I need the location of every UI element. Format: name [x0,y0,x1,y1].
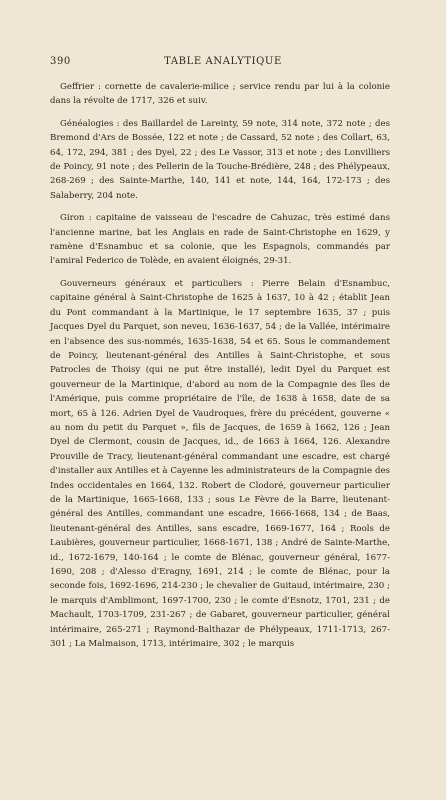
entry-term: Généalogies [60,118,114,129]
index-entry-gouverneurs [50,277,390,652]
running-title: TABLE ANALYTIQUE [164,56,282,67]
entry-text: : capitaine de vaisseau de l'escadre de Cahuzac, très estimé dans l'ancienne marine, bat les Anglais en rade de Saint-Christophe en 1629, y ramène d'Esnambuc et sa colonie, que les Espagnols, commandés par l'amiral Federico de Tolède, en avaient éloignés, 29-31. [50,213,390,267]
entry-term: Geffrier [60,82,95,92]
index-body [50,80,390,659]
entry-term: Gouverneurs généraux et particuliers [60,278,243,289]
index-entry-geffrier [50,80,390,109]
page-header [50,56,396,70]
entry-text: : des Baillardel de Lareinty, 59 note, 314 note, 372 note ; des Bremond d'Ars de Bossée, 122 et note ; de Cassard, 52 note ; des Collart, 63, 64, 172, 294, 381 ; des Dyel, 22 ; des Le Vassor, 313 et note ; des Lonvilliers de Poincy, 91 note ; des Pellerin de la Touche-Brédière, 248 ; des Phélypeaux, 268-269 ; des Sainte-Marthe, 140, 141 et note, 144, 164, 172-173 ; des Salaberry, 204 note. [50,118,390,201]
index-entry-genealogies [50,117,390,203]
entry-text: : cornette de cavalerie-milice ; service rendu par lui à la colonie dans la révolte de 1717, 326 et suiv. [50,82,390,107]
entry-text: : Pierre Belain d'Esnambuc, capitaine général à Saint-Christophe de 1625 à 1637, 10 à 42 ; établit Jean du Pont commandant à la Martinique, le 17 septembre 1635, 37 ; puis Jacques Dyel du Parquet, son neveu, 1636-1637, 54 ; de la Vallée, intérimaire en l'absence des sus-nommés, 1635-1638, 54 et 65. Sous le commandement de Poincy, lieutenant-général des Antilles à Saint-Christophe, et sous Patrocles de Thoisy (qui ne put être installé), ledit Dyel du Parquet est gouverneur de la Martinique, d'abord au nom de la Compagnie des îles de l'Amérique, puis comme propriétaire de l'île, de 1638 à 1658, date de sa mort, 65 à 126. Adrien Dyel de Vaudroques, frère du précédent, gouverne « au nom du petit du Parquet », fils de Jacques, de 1659 à 1662, 126 ; Jean Dyel de Clermont, cousin de Jacques, id., de 1663 à 1664, 126. Alexandre Prouville de Tracy, lieutenant-général commandant une escadre, est chargé d'installer aux Antilles et à Cayenne les administrateurs de la Compagnie des Indes occidentales en 1664, 132. Robert de Clodoré, gouverneur particulier de la Martinique, 1665-1668, 133 ; sous Le Fèvre de la Barre, lieutenant-général des Antilles, commandant une escadre, 1666-1668, 134 ; de Baas, lieutenant-général des Antilles, sans escadre, 1669-1677, 164 ; Rools de Laubières, gouverneur particulier, 1668-1671, 138 ; André de Sainte-Marthe, id., 1672-1679, 140-164 ; le comte de Blénac, gouverneur général, 1677-1690, 208 ; d'Alesso d'Eragny, 1691, 214 ; le comte de Blénac, pour la seconde fois, 1692-1696, 214-230 ; le chevalier de Guitaud, intérimaire, 230 ; le marquis d'Amblimont, 1697-1700, 230 ; le comte d'Esnotz, 1701, 231 ; de Machault, 1703-1709, 231-267 ; de Gabaret, gouverneur particulier, général intérimaire, 265-271 ; Raymond-Balthazar de Phélypeaux, 1711-1713, 267-301 ; La Malmaison, 1713, intérimaire, 302 ; le marquis [50,278,391,650]
page-number: 390 [50,56,71,67]
entry-term: Giron [60,213,85,224]
index-entry-giron [50,211,390,269]
